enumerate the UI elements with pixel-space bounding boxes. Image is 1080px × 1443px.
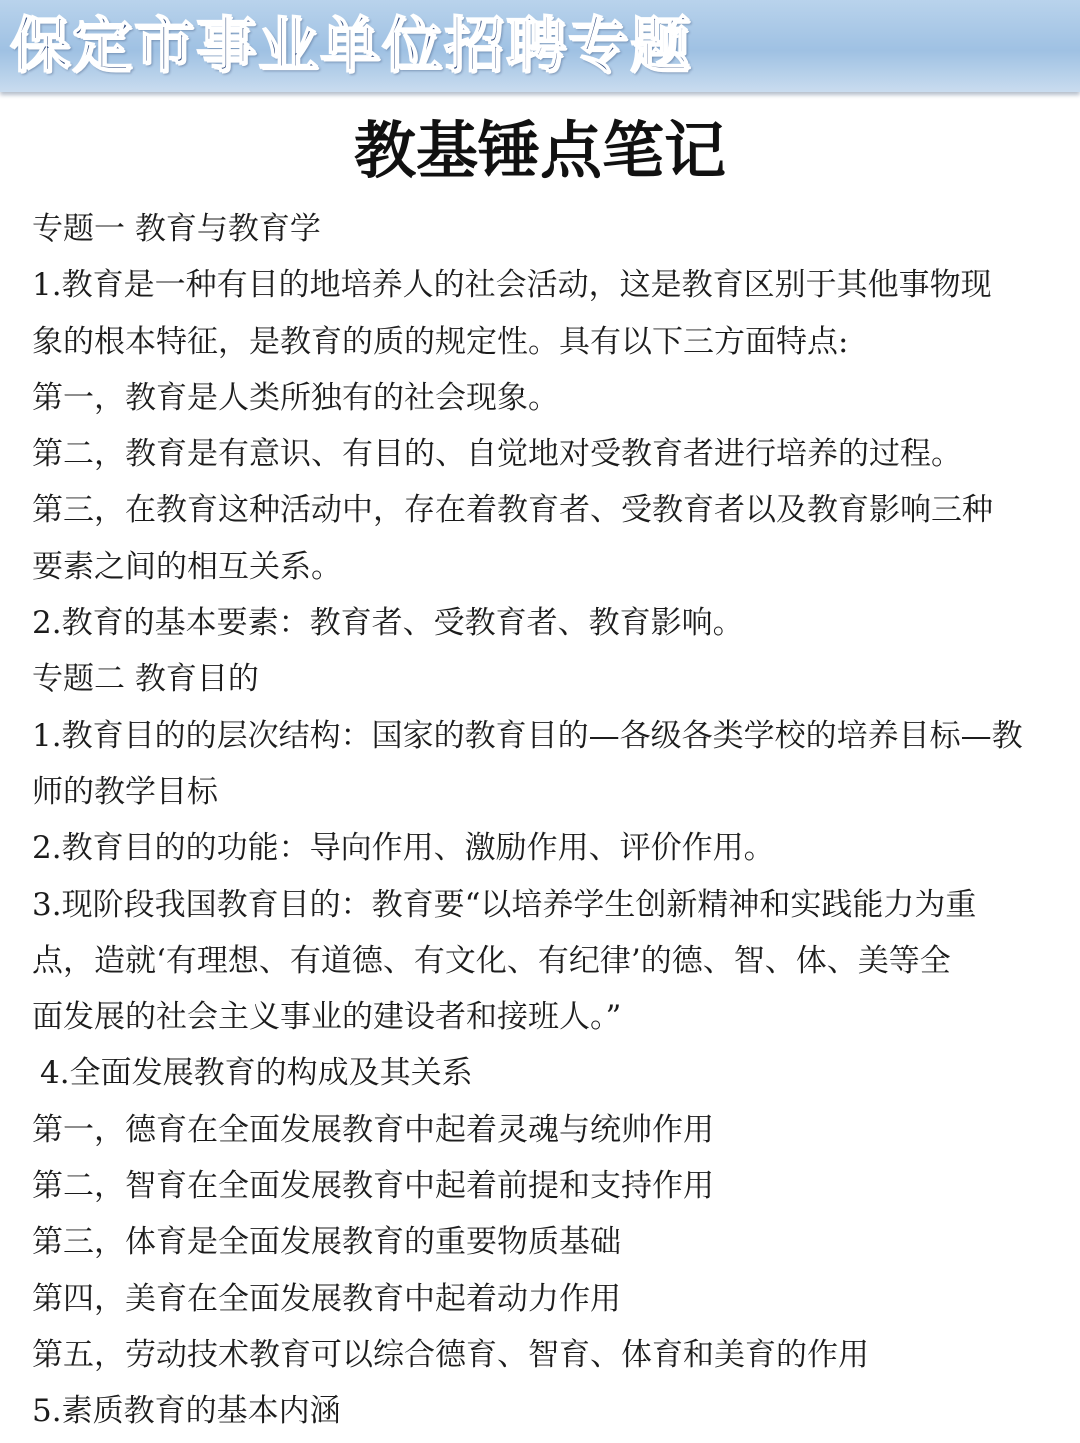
- header-banner: [0, 0, 1080, 92]
- body-line: 2.教育目的的功能：导向作用、激励作用、评价作用。: [32, 830, 775, 867]
- document-title: 教基锤点笔记: [353, 114, 726, 187]
- body-line: 第四，美育在全面发展教育中起着动力作用: [32, 1280, 621, 1317]
- body-line: 第五，劳动技术教育可以综合德育、智育、体育和美育的作用: [32, 1336, 869, 1373]
- section-heading: 专题二 教育目的: [32, 661, 259, 698]
- body-line: 4.全面发展教育的构成及其关系: [40, 1055, 473, 1092]
- body-line: 点，造就‘有理想、有道德、有文化、有纪律’的德、智、体、美等全: [32, 942, 951, 979]
- body-line: 1.教育目的的层次结构：国家的教育目的—各级各类学校的培养目标—教: [32, 717, 1023, 754]
- section-heading: 专题一 教育与教育学: [32, 211, 321, 247]
- body-line: 第一，德育在全面发展教育中起着灵魂与统帅作用: [32, 1111, 714, 1148]
- body-line: 要素之间的相互关系。: [32, 548, 342, 585]
- body-line: 第二，教育是有意识、有目的、自觉地对受教育者进行培养的过程。: [32, 436, 962, 473]
- body-line: 2.教育的基本要素：教育者、受教育者、教育影响。: [32, 605, 744, 642]
- body-line: 象的根本特征，是教育的质的规定性。具有以下三方面特点:: [32, 323, 849, 360]
- document-body: [32, 201, 1062, 1440]
- body-line: 师的教学目标: [32, 773, 218, 810]
- body-line: 面发展的社会主义事业的建设者和接班人。”: [32, 999, 622, 1036]
- body-line: 第二，智育在全面发展教育中起着前提和支持作用: [32, 1168, 714, 1205]
- banner-title: 保定市事业单位招聘专题: [10, 11, 692, 81]
- body-line: 5.素质教育的基本内涵: [32, 1393, 341, 1430]
- body-line: 第三，在教育这种活动中，存在着教育者、受教育者以及教育影响三种: [32, 492, 993, 529]
- body-line: 1.教育是一种有目的地培养人的社会活动，这是教育区别于其他事物现: [32, 267, 992, 304]
- body-line: 第一，教育是人类所独有的社会现象。: [32, 379, 559, 416]
- body-line: 第三，体育是全面发展教育的重要物质基础: [32, 1224, 621, 1261]
- body-line: 3.现阶段我国教育目的：教育要“以培养学生创新精神和实践能力为重: [32, 886, 977, 923]
